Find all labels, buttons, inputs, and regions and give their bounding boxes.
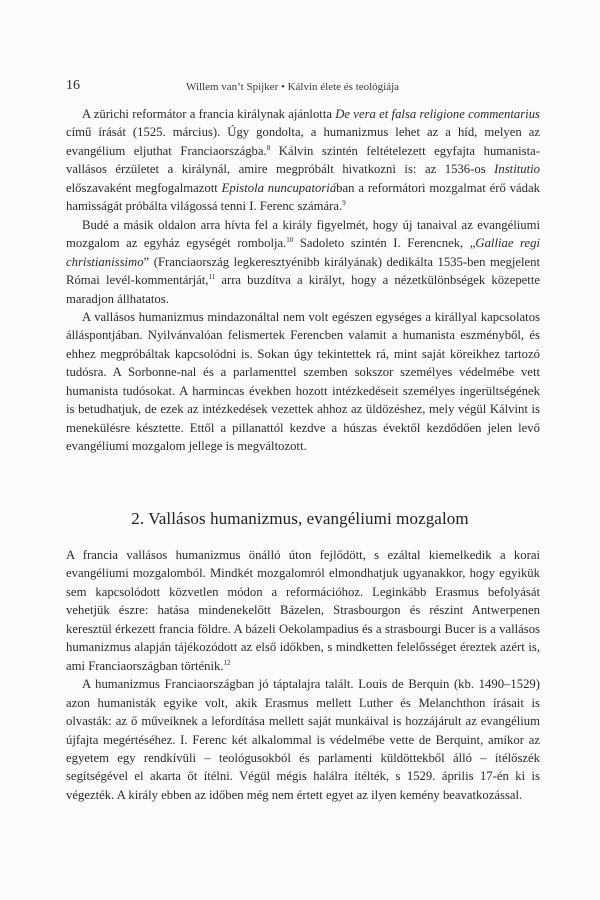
text-run: Kálvin szintén feltételezett egyfajta humanista-vallásos érzületet a királynál, amire megpróbált hivatkozni is: az 1536-os — [66, 143, 540, 177]
text-run: A francia vallásos humanizmus önálló úton fejlődött, s ezáltal kiemelkedik a korai evangéliumi mozgalomból. Mindkét mozgalomról elmondhatjuk ugyanakkor, hogy egyikük sem kapcsolódott közvetlen módon a reformációhoz. Leginkább Erasmus befolyását vehetjük észre: hatása mindenekelőtt Bázelen, Strasbourgon és részint Antwerpenen keresztül érkezett francia földre. A bázeli Oekolampadius és a strasbourgi Bucer is a vallásos humanizmus alapján tájékozódott az első időkben, s mindketten felelősséget éreztek azért is, ami Franciaországban történik. — [66, 548, 540, 673]
text-run: ” (Franciaország legkeresztyénibb királyának) dedikálta 1535-ben megjelent Római levél-kommentárját, — [66, 254, 540, 288]
paragraph-1 — [66, 105, 540, 216]
italic-title: Galliae regi christianissimo — [66, 236, 540, 269]
footnote-ref: 9 — [342, 199, 346, 208]
section-body — [66, 546, 540, 804]
body-text — [66, 105, 540, 456]
section-paragraph-2: A humanizmus Franciaországban jó táptalajra talált. Louis de Berquin (kb. 1490–1529) azon humanisták egyike volt, akik Erasmus mellett Luther és Melanchthon írásait is olvasták: az ő műveiknek a lefordítása mellett saját munkáival is hozzájárult az evangélium újfajta megértéséhez. I. Ferenc két alkalommal is védelmébe vette de Berquint, amikor az egyetem egy rendkívüli – teológusokból és parlamenti küldöttekből álló – ítélőszék segítségével el akarta őt ítélni. Végül mégis halálra ítélték, s 1529. április 17-én ki is végezték. A király ebben az időben még nem értett egyet az ilyen kemény beavatkozással. — [66, 677, 540, 802]
footnote-ref: 12 — [223, 658, 231, 667]
italic-title: Epistola nuncupatoriá — [221, 180, 337, 195]
footnote-ref: 10 — [286, 236, 294, 245]
text-run: Sadoleto szintén I. Ferencnek, „ — [293, 236, 476, 251]
footnote-ref: 8 — [266, 143, 271, 152]
italic-title: De vera et falsa religione commentarius — [335, 107, 540, 121]
running-head: Willem van’t Spijker • Kálvin élete és teológiája — [186, 81, 400, 93]
text-run: arra buzdítva a királyt, hogy a nézetkülönbségek közepette maradjon állhatatos. — [66, 273, 540, 306]
paragraph-3: A vallásos humanizmus mindazonáltal nem volt egészen egységes a királlyal kapcsolatos álláspontjában. Nyilvánvalóan felismertek Ferencben valamit a humanista eszményből, és ehhez megpróbáltak kapcsolódni is. Sokan úgy tekintettek rá, mint saját köreikhez tartozó tudósra. A Sorbonne-nal és a parlamenttel szemben sokszor személyes védelmébe vett humanista tudósokat. A harmincas években hozott intézkedéseit személyes ingerültségének is betudhatjuk, de ezek az intézkedések vezettek ahhoz az üldözéshez, mely végül Kálvint is menekülésre késztette. Ettől a pillanattól kezdve a húszas évektől kezdődően jelen levő evangéliumi mozgalom jellege is megváltozott. — [66, 309, 540, 454]
text-run: A zürichi reformátor a francia királynak ajánlotta — [82, 107, 336, 121]
text-run: Budé a másik oldalon arra hívta fel a király figyelmét, hogy új tanaival az evangéliumi mozgalom az egyház egységét rombolja. — [66, 217, 540, 251]
text-run: című írását (1525. március). Úgy gondolta, a humanizmus lehet az a híd, melyen az evangélium eljuthat Franciaországba. — [66, 125, 540, 158]
paragraph-2 — [66, 216, 540, 308]
italic-title: Institutio — [494, 162, 540, 177]
page-number: 16 — [66, 78, 80, 93]
footnote-ref: 11 — [208, 273, 216, 282]
section-paragraph-1 — [66, 546, 540, 675]
page-header — [66, 78, 540, 98]
text-run: ban a reformátori mozgalmat érő vádak hamisságát próbálta világossá tenni I. Ferenc számára. — [66, 180, 540, 214]
text-run: előszavaként megfogalmazott — [66, 180, 222, 195]
section-heading: 2. Vallásos humanizmus, evangéliumi mozgalom — [131, 509, 469, 528]
